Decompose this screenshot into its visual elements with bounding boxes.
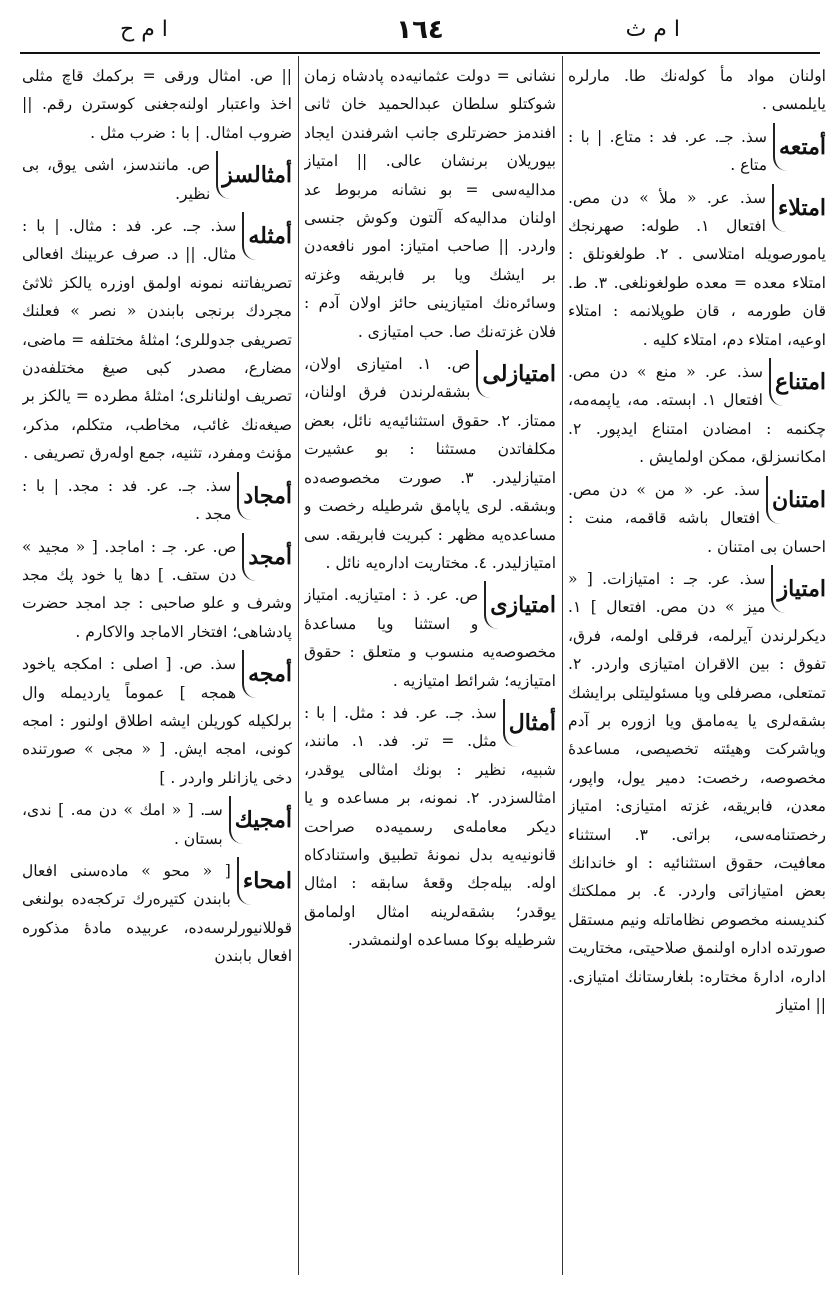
dictionary-entry: [304, 62, 556, 346]
entry-definition: امتياز و استثنا ويا مساعدۀ مخصوصه‌يه منسوب و متعلق : حقوق امتيازيه؛ شرائط امتيازيه .: [304, 586, 556, 690]
entry-definition: عموماً يارديمله وال برلكيله كوريلن ايشه اطلاق اولنور : امجه كونى، امجه ايش. [ « مجى » صورتنده دخى يازانلر واردر . ]: [22, 683, 292, 787]
column-middle: [304, 62, 556, 1267]
entry-definition: دها يا خود پك مجد وشرف و علو صاحبى : جد امجد حضرت پادشاهى؛ افتخار الاماجد والاكارم .: [22, 565, 292, 641]
entry-headword: امتياز: [771, 565, 826, 613]
entry-headword: أمجد: [242, 533, 292, 581]
entry-definition: باشه قاقمه، منت : احسان بى امتنان .: [568, 509, 826, 556]
dictionary-entry: [568, 358, 826, 472]
entry-grammar: سذ. عر. جـ : امتيازات. [ « ميز » دن مص. افتعال ]: [568, 569, 766, 617]
entry-grammar: سذ. جـ. عر. فد : متاع. | با : متاع .: [568, 127, 768, 175]
entry-headword: أمثله: [242, 212, 292, 260]
entry-grammar: سذ. ص. [ اصلى : امكجه ياخود همجه ]: [22, 655, 237, 702]
column-left: [22, 62, 292, 1267]
entry-definition: ١. ديكرلرندن آيرلمه، فرقلى اولمه، فرق، تفوق : بين الاقران امتيازى واردر. ٢. تمتعلى، مصرفلى ويا مسئوليتلى برايشك بشقه‌لرى يا يه‌مامق ويا ازوره بر آدم وياشركت وهيئته تخصيصى، مساعدۀ مخصوصه، رخصت: دمير يول، واپور، معدن، فابريقه، غزته امتيازى: امتياز رخصتنامه‌سى، براتى. ٣. استثناء معافيت، حقوق استثنائيه : او خاندانك بعض امتيازاتى واردر. ٤. بر مملكتك كنديسنه مخصوص نظاماتله ونيم مستقل صورتده اداره اولنمق صلاحيتى، مختاريت اداره، ادارۀ مختاره: بلغارستانك امتيازى. || امتياز: [568, 598, 826, 1014]
dictionary-entry: [568, 184, 826, 354]
entry-headword: امتناع: [769, 358, 826, 406]
entry-definition: || ص. امثال ورقى = بركمك قاچ مثلى اخذ واعتبار اولنه‌جغنى كوسترن رقم. || ضروب امثال. | با : ضرب مثل .: [22, 67, 292, 142]
entry-headword: امتيازلى: [476, 350, 556, 398]
entry-headword: أمجاد: [237, 472, 292, 520]
entry-headword: امحاء: [237, 857, 292, 905]
entry-headword: أمتعه: [773, 123, 826, 171]
entry-definition: صرف عربينك افعالى تصريفاتنه نمونه اولمق اوزره يالكز ثلاثىٔ مجردك برنجى بابندن « نصر » فعلنك تصريفى جدوللرى؛ امثلۀ مختلفه = ماضى، مضارع، مصدر كبى صيغ مختلفه‌دن تصريف اولنانلرى؛ امثلۀ مطرده = يالكز بر صيغه‌نك غائب، مخاطب، متكلم، مذكر، مؤنث ومفرد، تثنيه، جمع اوله‌رق تصريفى .: [22, 245, 292, 463]
entry-definition: مانند، شبيه، نظير : بونك امثالى يوقدر، امثالسزدر. ٢. نمونه، بر مساعده و يا ديكر معامله‌ى رسميه‌ده صراحت قانونيه‌يه بدل نمونۀ تطبيق واستنادكاه اوله. بيله‌جك وقعۀ سابقه : امثال يوقدر؛ بشقه‌لرينه امثال اولمامق شرطيله بوكا مساعده اولنمشدر.: [304, 732, 556, 950]
header-letters-left: ا م ح: [120, 17, 168, 42]
dictionary-entry: [568, 476, 826, 561]
entry-definition: ندى، بستان .: [22, 801, 223, 848]
header-letters-right: ا م ث: [625, 17, 680, 42]
entry-definition: ١. اېسته. مه، ياپمه‌مه، چكنمه : امضادن امتناع ايدپور. ٢. امكانسزلق، ممكن اولمايش .: [568, 391, 826, 467]
page-header: [20, 10, 820, 50]
entry-grammar: ص.: [186, 156, 211, 175]
entry-headword: امتنان: [766, 476, 826, 524]
dictionary-entry: [22, 212, 292, 468]
header-rule: [20, 52, 820, 54]
entry-headword: أمجه: [242, 650, 292, 698]
dictionary-entry: [304, 350, 556, 577]
entry-headword: أمثال: [503, 699, 556, 747]
entry-grammar: سذ. عر. « منع » دن مص. افتعال: [568, 363, 763, 410]
dictionary-entry: [304, 581, 556, 695]
entry-definition: ١. طوله: صهرنجك يامورصويله امتلاسى . ٢. طولغونلق : امتلاء معده = معده طولغونلغى. ٣. ط. قان طورمه ، قان طوپلانمه : امتلاء اوعيه، امتلاء دم، امتلاء كليه .: [568, 217, 826, 349]
column-divider-left: [298, 56, 299, 1275]
dictionary-entry: [22, 650, 292, 792]
entry-definition: مانندسز، اشى يوق، بى نظير.: [22, 156, 211, 203]
entry-definition: نشانى = دولت عثمانيه‌ده پادشاه زمان شوكتلو سلطان عبدالحميد خان ثانى افندمز حضرتلرى جانب اشرفندن ايجاد بيوريلان برنشان عالى. || امتياز مداليه‌سى = بو نشانه مربوط عد اولنان مداليه‌كه آلتون وكوش جنسى واردر. || صاحب امتياز: امور نافعه‌دن بر ايشك ويا بر فابريقه وغزته وسائره‌نك امتيازينى حائز اولان آدم : فلان غزته‌نك صا. حب امتيازى .: [304, 67, 556, 341]
entry-grammar: سذ. جـ. عر. فد : مثل. | با : مثل. = تر. فد. ١.: [304, 703, 497, 751]
dictionary-entry: [568, 62, 826, 119]
entry-grammar: سذ. عر. « ملأ » دن مص. افتعال: [568, 188, 766, 236]
entry-grammar: ص. عر. ذ : امتيازيه.: [344, 586, 479, 605]
entry-headword: امتلاء: [772, 184, 826, 232]
dictionary-entry: [304, 699, 556, 955]
dictionary-entry: [22, 857, 292, 971]
entry-definition: ١. امتيازى اولان، بشقه‌لرندن فرق اولنان، ممتاز. ٢. حقوق استثنائيه‌يه نائل، بعض مكلفاتدن مستثنا : بو عشيرت امتيازليدر. ٣. صورت مخصوصه‌ده وبشقه. لرى ياپامق شرطيله رخصت و مساعده‌يه مظهر : كبريت فابريقه. سى امتيازليدر. ٤. مختاريت اداره‌يه نائل .: [304, 355, 556, 572]
dictionary-entry: [22, 151, 292, 208]
entry-grammar: سذ. جـ. عر. فد : مثال. | با : مثال. || د.: [22, 217, 237, 264]
page-number: ١٦٤: [396, 15, 444, 45]
entry-definition: اولنان مواد مأ كوله‌نك طا. مارلره يايلمسى .: [568, 67, 826, 114]
entry-grammar: [ « محو » ماده‌سنى افعال بابندن كتيره‌رك تركجه‌ده: [22, 861, 231, 909]
entry-headword: امتيازى: [484, 581, 556, 629]
column-divider-right: [562, 56, 563, 1275]
entry-definition: بولنغى قوللانيورلرسه‌ده، عربيده مادۀ مذكوره افعال بابندن: [22, 890, 292, 966]
entry-headword: أمثالسز: [216, 151, 292, 199]
dictionary-entry: [568, 565, 826, 1020]
dictionary-entry: [22, 62, 292, 147]
dictionary-entry: [22, 796, 292, 853]
dictionary-entry: [568, 123, 826, 180]
entry-headword: أمجيك: [229, 796, 292, 844]
entry-grammar: سذ. جـ. عر. فد : مجد.: [67, 476, 232, 495]
entry-grammar: سذ. عر. « من » دن مص. افتعال: [568, 480, 760, 528]
dictionary-entry: [22, 472, 292, 529]
entry-definition: | با : مجد .: [22, 476, 232, 524]
entry-grammar: سـ. [ « امك » دن مه. ]: [58, 801, 223, 820]
column-right: [568, 62, 826, 1267]
entry-grammar: ص. عر. جـ : اماجد. [ « مجيد » دن ستف. ]: [22, 537, 237, 584]
entry-grammar: ص.: [446, 355, 471, 374]
dictionary-entry: [22, 533, 292, 647]
